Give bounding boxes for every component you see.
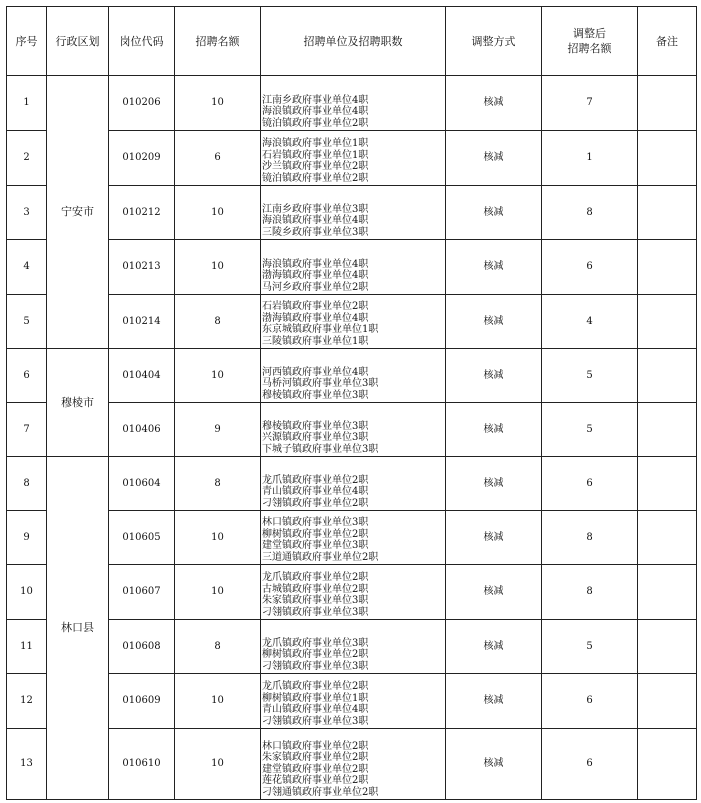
cell-seq: 3 (7, 186, 47, 240)
cell-units (261, 565, 446, 620)
cell-quota: 9 (175, 403, 261, 457)
cell-units (261, 729, 446, 800)
cell-code: 010404 (109, 349, 175, 403)
table-row (7, 131, 697, 186)
header-code: 岗位代码 (109, 7, 175, 76)
unit-line: 龙爪镇政府事业单位2职 (262, 681, 369, 692)
unit-line: 三道通镇政府事业单位2职 (262, 551, 379, 563)
cell-remark (638, 457, 697, 511)
unit-line: 江南乡政府事业单位4职 (262, 94, 369, 106)
header-method: 调整方式 (446, 7, 542, 76)
cell-method: 核减 (446, 76, 542, 131)
cell-seq: 7 (7, 403, 47, 457)
cell-seq: 4 (7, 240, 47, 295)
unit-line: 龙爪镇政府事业单位3职 (262, 637, 369, 649)
cell-remark (638, 131, 697, 186)
cell-seq: 9 (7, 511, 47, 565)
unit-line: 青山镇政府事业单位4职 (262, 704, 369, 715)
cell-remark (638, 295, 697, 349)
cell-after-quota: 6 (542, 674, 638, 729)
cell-code: 010206 (109, 76, 175, 131)
cell-seq: 10 (7, 565, 47, 620)
unit-line: 马河乡政府事业单位2职 (262, 281, 369, 293)
cell-after-quota: 8 (542, 565, 638, 620)
unit-line: 柳树镇政府事业单位1职 (262, 692, 369, 704)
header-after-quota (542, 7, 638, 76)
unit-line: 江南乡政府事业单位3职 (262, 203, 369, 215)
cell-quota: 10 (175, 565, 261, 620)
header-after-line2: 招聘名额 (567, 42, 612, 55)
cell-remark (638, 511, 697, 565)
cell-units (261, 349, 446, 403)
header-seq: 序号 (7, 7, 47, 76)
table-row (7, 186, 697, 240)
unit-line: 林口镇政府事业单位3职 (262, 517, 369, 528)
table-row (7, 729, 697, 800)
table-row (7, 457, 697, 511)
cell-remark (638, 729, 697, 800)
unit-line: 河西镇政府事业单位4职 (262, 366, 369, 378)
recruitment-adjustment-table-wrapper (6, 6, 697, 800)
cell-units (261, 186, 446, 240)
cell-region: 宁安市 (47, 76, 109, 349)
unit-line: 建堂镇政府事业单位2职 (262, 763, 369, 775)
cell-seq: 2 (7, 131, 47, 186)
cell-method: 核减 (446, 186, 542, 240)
unit-line: 穆棱镇政府事业单位3职 (262, 389, 369, 401)
unit-line: 海浪镇政府事业单位4职 (262, 215, 369, 226)
cell-method: 核减 (446, 131, 542, 186)
cell-method: 核减 (446, 565, 542, 620)
cell-region: 林口县 (47, 457, 109, 800)
unit-line: 下城子镇政府事业单位3职 (262, 443, 379, 455)
table-row (7, 295, 697, 349)
unit-line: 柳树镇政府事业单位2职 (262, 528, 369, 540)
cell-after-quota: 4 (542, 295, 638, 349)
unit-line: 穆棱镇政府事业单位3职 (262, 420, 369, 432)
unit-line: 龙爪镇政府事业单位2职 (262, 474, 369, 486)
unit-line: 三陵乡政府事业单位3职 (262, 226, 369, 238)
header-after-line1: 调整后 (573, 27, 606, 40)
header-region: 行政区划 (47, 7, 109, 76)
unit-line: 林口镇政府事业单位2职 (262, 740, 369, 752)
unit-line: 朱家镇政府事业单位2职 (262, 752, 369, 763)
cell-quota: 10 (175, 674, 261, 729)
cell-remark (638, 76, 697, 131)
unit-line: 海浪镇政府事业单位4职 (262, 106, 369, 117)
unit-line: 石岩镇政府事业单位2职 (262, 301, 369, 312)
cell-method: 核减 (446, 729, 542, 800)
cell-quota: 8 (175, 457, 261, 511)
cell-remark (638, 674, 697, 729)
cell-method: 核减 (446, 457, 542, 511)
cell-seq: 13 (7, 729, 47, 800)
cell-after-quota: 6 (542, 240, 638, 295)
table-row (7, 240, 697, 295)
cell-seq: 11 (7, 620, 47, 674)
table-row (7, 403, 697, 457)
cell-after-quota: 8 (542, 186, 638, 240)
cell-seq: 12 (7, 674, 47, 729)
table-row (7, 674, 697, 729)
table-row (7, 620, 697, 674)
cell-code: 010608 (109, 620, 175, 674)
cell-code: 010213 (109, 240, 175, 295)
cell-after-quota: 5 (542, 349, 638, 403)
unit-line: 莲花镇政府事业单位2职 (262, 775, 369, 786)
unit-line: 龙爪镇政府事业单位2职 (262, 572, 369, 583)
cell-code: 010209 (109, 131, 175, 186)
cell-remark (638, 565, 697, 620)
cell-after-quota: 6 (542, 457, 638, 511)
unit-line: 东京城镇政府事业单位1职 (262, 324, 379, 335)
unit-line: 建堂镇政府事业单位3职 (262, 540, 369, 551)
header-units: 招聘单位及招聘职数 (261, 7, 446, 76)
unit-line: 柳树镇政府事业单位2职 (262, 649, 369, 660)
cell-units (261, 131, 446, 186)
unit-line: 海浪镇政府事业单位4职 (262, 258, 369, 270)
cell-remark (638, 620, 697, 674)
recruitment-adjustment-table (6, 6, 697, 800)
cell-after-quota: 7 (542, 76, 638, 131)
unit-line: 镜泊镇政府事业单位2职 (262, 172, 369, 184)
cell-method: 核减 (446, 674, 542, 729)
cell-units (261, 295, 446, 349)
cell-method: 核减 (446, 349, 542, 403)
unit-line: 沙兰镇政府事业单位2职 (262, 161, 369, 172)
cell-remark (638, 403, 697, 457)
unit-line: 刁翎通镇政府事业单位2职 (262, 786, 379, 798)
cell-seq: 5 (7, 295, 47, 349)
cell-code: 010609 (109, 674, 175, 729)
unit-line: 古城镇政府事业单位2职 (262, 583, 369, 595)
cell-after-quota: 1 (542, 131, 638, 186)
cell-quota: 8 (175, 620, 261, 674)
table-row (7, 349, 697, 403)
cell-units (261, 620, 446, 674)
cell-remark (638, 349, 697, 403)
cell-units (261, 457, 446, 511)
unit-line: 青山镇政府事业单位4职 (262, 486, 369, 497)
header-row (7, 7, 697, 76)
cell-code: 010605 (109, 511, 175, 565)
cell-quota: 10 (175, 76, 261, 131)
cell-quota: 10 (175, 240, 261, 295)
cell-after-quota: 8 (542, 511, 638, 565)
cell-quota: 10 (175, 729, 261, 800)
cell-method: 核减 (446, 295, 542, 349)
header-quota: 招聘名额 (175, 7, 261, 76)
cell-quota: 10 (175, 349, 261, 403)
unit-line: 朱家镇政府事业单位3职 (262, 595, 369, 606)
cell-seq: 6 (7, 349, 47, 403)
unit-line: 兴源镇政府事业单位3职 (262, 432, 369, 443)
unit-line: 渤海镇政府事业单位4职 (262, 270, 369, 281)
unit-line: 刁翎镇政府事业单位3职 (262, 715, 369, 727)
unit-line: 三陵镇政府事业单位1职 (262, 335, 369, 347)
cell-code: 010212 (109, 186, 175, 240)
cell-code: 010610 (109, 729, 175, 800)
table-row (7, 76, 697, 131)
unit-line: 镜泊镇政府事业单位2职 (262, 117, 369, 129)
table-body (7, 76, 697, 800)
unit-line: 马桥河镇政府事业单位3职 (262, 378, 379, 389)
table-row (7, 511, 697, 565)
cell-code: 010214 (109, 295, 175, 349)
cell-seq: 1 (7, 76, 47, 131)
header-remark: 备注 (638, 7, 697, 76)
cell-code: 010406 (109, 403, 175, 457)
cell-method: 核减 (446, 511, 542, 565)
cell-remark (638, 240, 697, 295)
cell-quota: 6 (175, 131, 261, 186)
cell-seq: 8 (7, 457, 47, 511)
cell-method: 核减 (446, 403, 542, 457)
unit-line: 渤海镇政府事业单位4职 (262, 312, 369, 324)
cell-quota: 8 (175, 295, 261, 349)
cell-after-quota: 6 (542, 729, 638, 800)
cell-units (261, 511, 446, 565)
cell-units (261, 76, 446, 131)
cell-method: 核减 (446, 240, 542, 295)
cell-units (261, 403, 446, 457)
cell-code: 010607 (109, 565, 175, 620)
cell-quota: 10 (175, 186, 261, 240)
cell-method: 核减 (446, 620, 542, 674)
unit-line: 刁翎镇政府事业单位3职 (262, 606, 369, 618)
cell-units (261, 240, 446, 295)
unit-line: 刁翎镇政府事业单位2职 (262, 497, 369, 509)
unit-line: 刁翎镇政府事业单位3职 (262, 660, 369, 672)
table-row (7, 565, 697, 620)
cell-remark (638, 186, 697, 240)
unit-line: 海浪镇政府事业单位1职 (262, 138, 369, 149)
cell-quota: 10 (175, 511, 261, 565)
cell-after-quota: 5 (542, 620, 638, 674)
cell-region: 穆棱市 (47, 349, 109, 457)
cell-code: 010604 (109, 457, 175, 511)
cell-units (261, 674, 446, 729)
unit-line: 石岩镇政府事业单位1职 (262, 149, 369, 161)
cell-after-quota: 5 (542, 403, 638, 457)
